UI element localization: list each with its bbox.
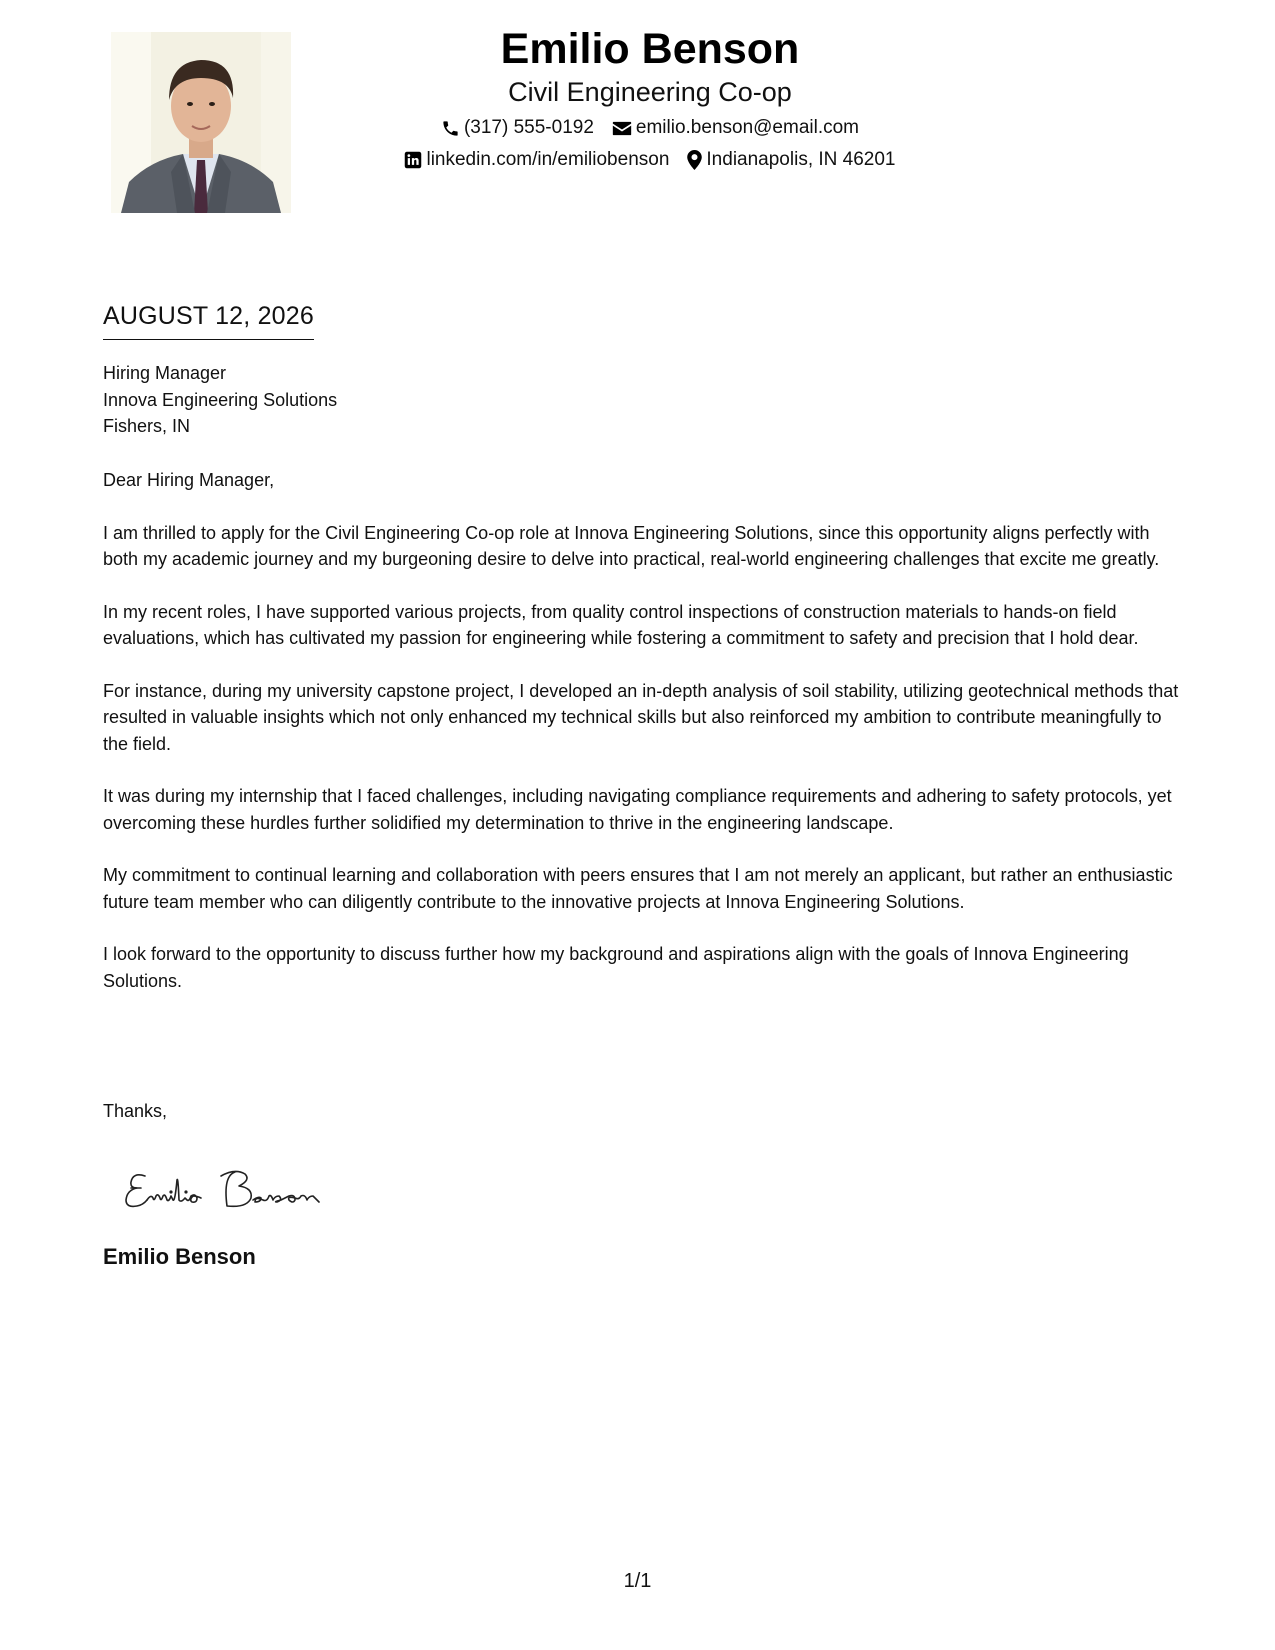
phone-text[interactable]: (317) 555-0192 [463, 117, 594, 138]
linkedin-icon [404, 151, 422, 169]
body-paragraph: My commitment to continual learning and collaboration with peers ensures that I am not merely an applicant, but rather an enthusiastic future team member who can diligently contribute to the innovative projects at Innova Engineering Solutions. [103, 865, 1173, 912]
signed-name: Emilio Benson [103, 1244, 256, 1269]
recipient-company: Innova Engineering Solutions [103, 389, 338, 410]
signature-image [123, 1158, 353, 1218]
body-paragraph: I am thrilled to apply for the Civil Engineering Co-op role at Innova Engineering Solutions, since this opportunity aligns perfectly with both my academic journey and my burgeoning desire to delve into practical, real-world engineering challenges that excite me greatly. [103, 522, 1160, 569]
contact-phone [441, 116, 594, 140]
recipient-location: Fishers, IN [103, 416, 191, 436]
body-paragraph: I look forward to the opportunity to discuss further how my background and aspirations align with the goals of Innova Engineering Solutions. [103, 944, 1129, 991]
body-paragraph: In my recent roles, I have supported various projects, from quality control inspections of construction materials to hands-on field evaluations, which has cultivated my passion for engineering while fostering a commitment to safety and precision that I hold dear. [103, 601, 1139, 648]
phone-icon [441, 119, 460, 138]
letter-header [340, 22, 960, 172]
envelope-icon [612, 120, 632, 137]
letter-date: AUGUST 12, 2026 [103, 300, 314, 340]
recipient-block [103, 360, 337, 440]
body-paragraph: It was during my internship that I faced challenges, including navigating compliance requirements and adhering to safety protocols, yet overcoming these hurdles further solidified my determination to thrive in the engineering landscape. [103, 786, 1172, 833]
applicant-role: Civil Engineering Co-op [508, 77, 792, 107]
location-text: Indianapolis, IN 46201 [706, 149, 896, 170]
page-number: 1/1 [623, 1570, 652, 1592]
closing: Thanks, [103, 1101, 168, 1121]
contact-location [687, 148, 895, 172]
contact-row-primary [340, 116, 960, 140]
contact-linkedin [404, 148, 669, 172]
salutation: Dear Hiring Manager, [103, 470, 275, 490]
profile-photo [111, 32, 291, 213]
contact-row-secondary [340, 148, 960, 172]
map-pin-icon [687, 150, 702, 170]
applicant-name: Emilio Benson [500, 25, 800, 73]
body-paragraph: For instance, during my university capstone project, I developed an in-depth analysis of soil stability, utilizing geotechnical methods that resulted in valuable insights which not only enhanced my technical skills but also reinforced my ambition to contribute meaningfully to the field. [103, 680, 1179, 754]
linkedin-text[interactable]: linkedin.com/in/emiliobenson [426, 149, 670, 170]
email-text[interactable]: emilio.benson@email.com [635, 117, 860, 138]
letter-body [103, 467, 1183, 1020]
contact-email [612, 116, 859, 140]
recipient-title: Hiring Manager [103, 363, 227, 383]
